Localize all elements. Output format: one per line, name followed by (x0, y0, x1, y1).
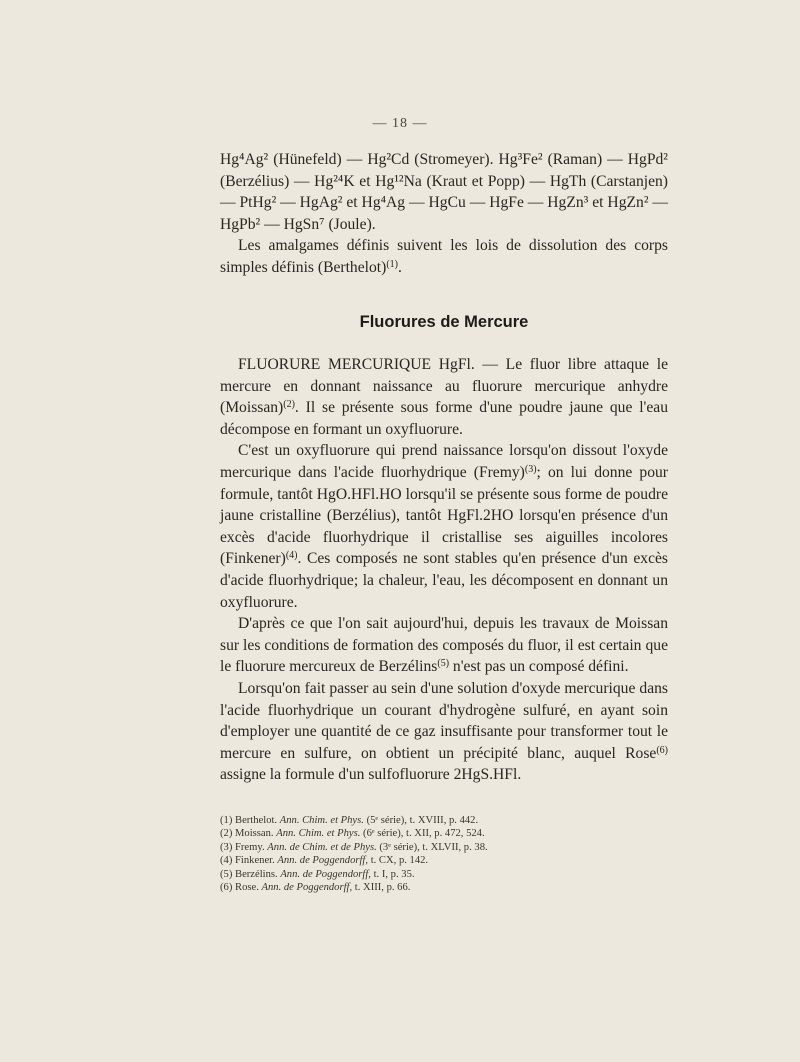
footnote-item (220, 881, 668, 894)
footnote-ref-4[interactable]: (4) (285, 550, 298, 562)
amalgam-list: Hg⁴Ag² (Hünefeld) — Hg²Cd (Stromeyer). Hg³Fe² (Raman) — HgPd² (Berzélius) — Hg²⁴K et Hg¹²Na (Kraut et Popp) — HgTh (Carstanjen) — PtHg² — HgAg² et Hg⁴Ag — HgCu — HgFe — HgZn³ et HgZn² — HgPb² — HgSn⁷ (Joule). (220, 151, 668, 233)
paragraph-1-text-b: . Il se présente sous forme d'une poudre jaune que l'eau décompose en formant un oxyfluorure. (220, 399, 668, 438)
footnote-detail: (3ᵉ série), t. XLVII, p. 38. (379, 841, 488, 853)
paragraph-3 (220, 613, 668, 678)
paragraph-3-text-b: n'est pas un composé défini. (449, 658, 629, 676)
footnote-item (220, 841, 668, 854)
paragraph-4 (220, 678, 668, 786)
paragraph-1-text-a: FLUORURE MERCURIQUE HgFl. — Le fluor libre attaque le mercure en donnant naissance au fluorure mercurique anhydre (Moissan) (220, 356, 668, 417)
footnote-item (220, 854, 668, 867)
footnote-author: Rose. (235, 882, 259, 894)
paragraph-3-text-a: D'après ce que l'on sait aujourd'hui, depuis les travaux de Moissan sur les conditions de formation des composés du fluor, il est certain que le fluorure mercureux de Berzélins (220, 615, 668, 676)
footnote-author: Fremy. (235, 841, 265, 853)
footnote-author: Moissan. (235, 828, 274, 840)
page-number: — 18 — (372, 116, 428, 131)
footnote-ref-2[interactable]: (2) (283, 399, 295, 411)
amalgam-laws-end: . (397, 258, 402, 276)
footnote-source: Ann. Chim. et Phys. (279, 815, 364, 826)
amalgam-laws-text: Les amalgames définis suivent les lois de dissolution des corps simples définis (Berthelot) (220, 237, 668, 276)
main-text-block (220, 354, 668, 786)
footnote-detail: t. CX, p. 142. (370, 855, 429, 867)
footnote-source: Ann. de Chim. et de Phys. (267, 841, 377, 853)
footnote-number: (1) (220, 815, 233, 826)
footnote-ref-1[interactable]: (1) (386, 258, 398, 270)
paragraph-2-text-c: . Ces composés ne sont stables qu'en présence d'un excès d'acide fluorhydrique; la chaleur, l'eau, les décomposent en donnant un oxyfluorure. (220, 550, 668, 611)
footnote-number: (4) (220, 855, 233, 867)
footnote-detail: (6ᵉ série), t. XII, p. 472, 524. (363, 828, 485, 840)
paragraph-2-text-a: C'est un oxyfluorure qui prend naissance lorsqu'on dissout l'oxyde mercurique dans l'acide fluorhydrique (Fremy) (220, 442, 668, 481)
footnote-number: (6) (220, 882, 233, 894)
section-heading: Fluorures de Mercure (359, 313, 529, 331)
footnote-number: (5) (220, 868, 233, 880)
footnote-ref-5[interactable]: (5) (437, 658, 450, 670)
footnote-item (220, 814, 668, 827)
footnote-item (220, 868, 668, 881)
footnote-detail: t. XIII, p. 66. (354, 882, 411, 894)
paragraph-2 (220, 440, 668, 613)
footnote-author: Berthelot. (235, 815, 278, 826)
paragraph-4-text-a: Lorsqu'on fait passer au sein d'une solution d'oxyde mercurique dans l'acide fluorhydrique un courant d'hydrogène sulfuré, en ayant soin d'employer une quantité de ce gaz insuffisante pour transformer tout le mercure en sulfure, on obtient un précipité blanc, auquel Rose (220, 679, 668, 762)
paragraph-1 (220, 354, 668, 440)
footnote-number: (2) (220, 828, 233, 840)
footnote-source: Ann. de Poggendorff, (280, 868, 371, 880)
footnotes-list (220, 814, 668, 894)
footnote-number: (3) (220, 841, 233, 853)
paragraph-4-text-b: assigne la formule d'un sulfofluorure 2HgS.HFl. (220, 766, 522, 784)
footnote-detail: (5ᵉ série), t. XVIII, p. 442. (366, 815, 479, 826)
footnote-ref-3[interactable]: (3) (524, 463, 537, 475)
intro-block (220, 149, 668, 279)
footnote-author: Berzélins. (235, 868, 278, 880)
footnote-source: Ann. de Poggendorff, (261, 882, 353, 894)
footnote-source: Ann. de Poggendorff, (277, 855, 369, 867)
footnote-author: Finkener. (235, 855, 275, 867)
paragraph-2-text-b: ; on lui donne pour formule, tantôt HgO.HFl.HO lorsqu'il se présente sous forme de poudre jaune cristalline (Berzélius), tantôt HgFl.2HO lorsqu'en présence d'un excès d'acide fluorhydrique il cristallise ses aiguilles incolores (Finkener) (220, 463, 668, 568)
footnote-ref-6[interactable]: (6) (656, 744, 668, 756)
footnote-source: Ann. Chim. et Phys. (276, 828, 361, 840)
footnote-detail: t. I, p. 35. (373, 868, 415, 880)
footnote-item (220, 827, 668, 840)
amalgam-laws-paragraph (220, 235, 668, 278)
